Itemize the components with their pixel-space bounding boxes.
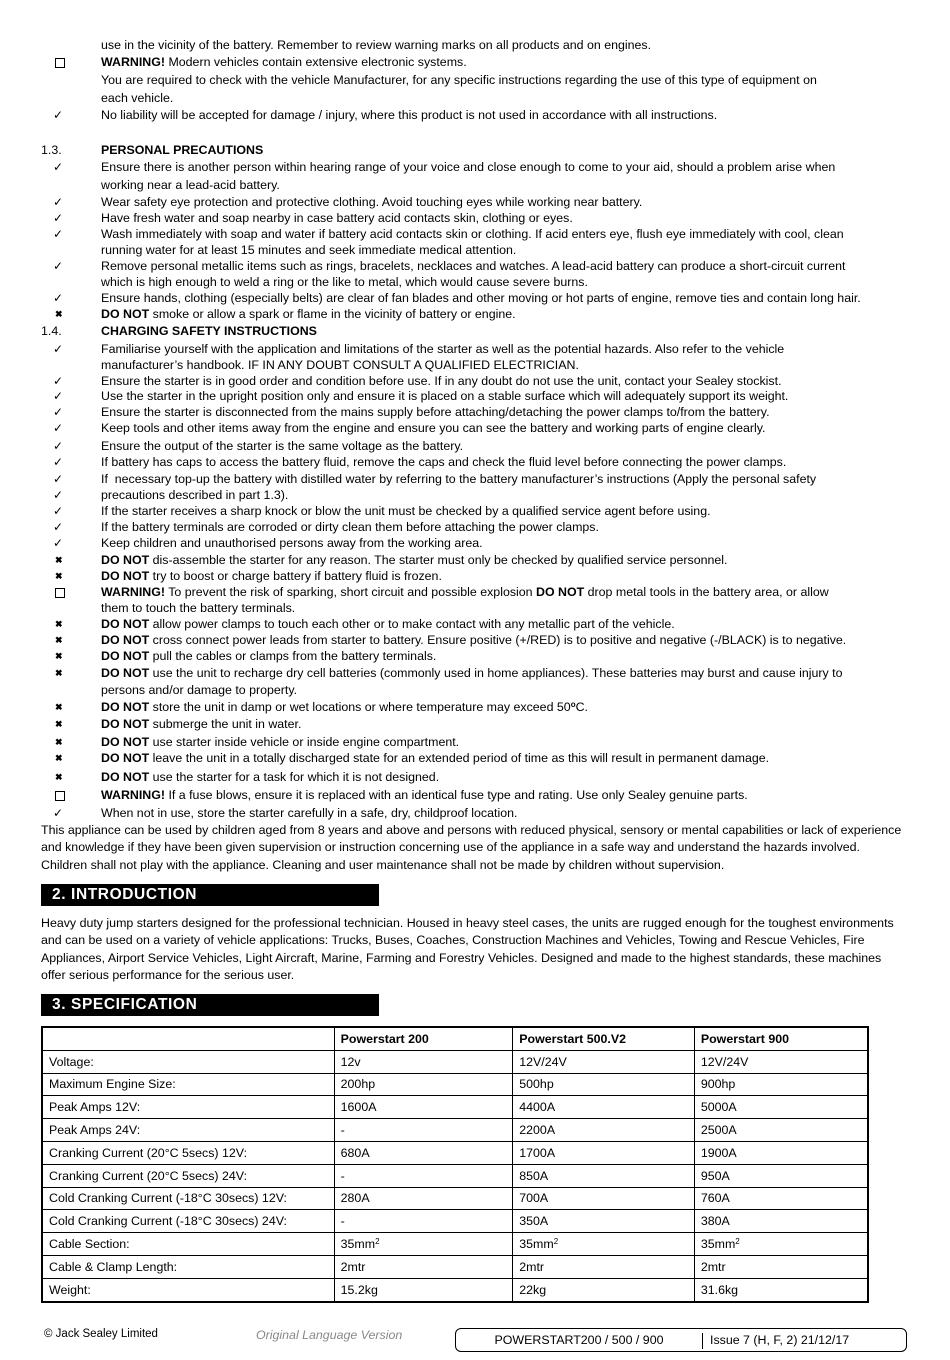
spec-value: 4400A bbox=[513, 1096, 695, 1119]
spec-value: - bbox=[334, 1210, 513, 1233]
check-icon: ✓ bbox=[53, 195, 64, 209]
instruction-text: PERSONAL PRECAUTIONS bbox=[101, 143, 264, 157]
spec-label: Maximum Engine Size: bbox=[42, 1073, 334, 1096]
instruction-text: Ensure the output of the starter is the same voltage as the battery. bbox=[101, 439, 464, 453]
instruction-text: Keep tools and other items away from the engine and ensure you can see the battery and working parts of engine clearly. bbox=[101, 421, 766, 435]
introduction-text: Heavy duty jump starters designed for the professional technician. Housed in heavy steel cases, the units are rugged enough for the toughest environments and can be used on a variety of vehicle applications: Trucks, Buses, Coaches, Construction Machines and Vehicles, Towing and Rescue Vehicles, Fire Appliances, Airport Service Vehicles, Light Aircraft, Marine, Farming and Forestry Vehicles. Designed and made to the highest standards, these machines offer serious performance for the serious user. bbox=[41, 916, 894, 983]
instruction-text: DO NOT use starter inside vehicle or inside engine compartment. bbox=[101, 735, 460, 749]
check-icon: ✓ bbox=[53, 455, 64, 469]
check-icon: ✓ bbox=[53, 227, 64, 241]
check-icon: ✓ bbox=[53, 108, 64, 122]
instruction-text: Keep children and unauthorised persons away from the working area. bbox=[101, 536, 483, 550]
cross-icon: ✖ bbox=[55, 668, 63, 678]
instruction-text: If the battery terminals are corroded or dirty clean them before attaching the power clamps. bbox=[101, 520, 599, 534]
spec-header-row bbox=[42, 1027, 868, 1050]
checkbox-icon bbox=[55, 588, 65, 598]
check-icon: ✓ bbox=[53, 488, 64, 502]
instruction-text: Have fresh water and soap nearby in case battery acid contacts skin, clothing or eyes. bbox=[101, 211, 573, 225]
spec-value: 12V/24V bbox=[694, 1050, 868, 1073]
instruction-text: Ensure the starter is in good order and condition before use. If in any doubt do not use the unit, contact your Sealey stockist. bbox=[101, 374, 782, 388]
copyright: © Jack Sealey Limited bbox=[44, 1328, 158, 1340]
spec-label: Voltage: bbox=[42, 1050, 334, 1073]
instruction-text: WARNING! If a fuse blows, ensure it is replaced with an identical fuse type and rating. Use only Sealey genuine parts. bbox=[101, 788, 748, 802]
spec-value: 950A bbox=[694, 1164, 868, 1187]
spec-value: - bbox=[334, 1119, 513, 1142]
spec-value: - bbox=[334, 1164, 513, 1187]
instruction-text: Remove personal metallic items such as rings, bracelets, necklaces and watches. A lead-acid battery can produce a short-circuit current bbox=[101, 259, 846, 273]
check-icon: ✓ bbox=[53, 211, 64, 225]
check-icon: ✓ bbox=[53, 504, 64, 518]
instruction-text: Ensure the starter is disconnected from the mains supply before attaching/detaching the power clamps to/from the battery. bbox=[101, 405, 770, 419]
instruction-text: DO NOT allow power clamps to touch each other or to make contact with any metallic part of the vehicle. bbox=[101, 617, 675, 631]
spec-value: 850A bbox=[513, 1164, 695, 1187]
spec-value: 2mtr bbox=[513, 1255, 695, 1278]
checkbox-icon bbox=[55, 791, 65, 801]
instruction-text: DO NOT try to boost or charge battery if battery fluid is frozen. bbox=[101, 569, 442, 583]
instruction-text: You are required to check with the vehicle Manufacturer, for any specific instructions regarding the use of this type of equipment on bbox=[101, 73, 817, 87]
spec-label: Peak Amps 12V: bbox=[42, 1096, 334, 1119]
spec-value: 15.2kg bbox=[334, 1278, 513, 1301]
spec-value: 380A bbox=[694, 1210, 868, 1233]
instruction-text: which is high enough to weld a ring or the like to metal, which would cause severe burns. bbox=[101, 275, 588, 289]
cross-icon: ✖ bbox=[55, 309, 63, 319]
spec-value: 900hp bbox=[694, 1073, 868, 1096]
children-notice: This appliance can be used by children aged from 8 years and above and persons with reduced physical, sensory or mental capabilities or lack of experience and knowledge if they have been given supervision or instruction concerning use of the appliance in a safe way and understand the hazards involved. Children shall not play with the appliance. Cleaning and user maintenance shall not be made by children without supervision. bbox=[41, 823, 902, 872]
spec-value: $35mm^2$ bbox=[334, 1233, 513, 1256]
spec-value: 2500A bbox=[694, 1119, 868, 1142]
check-icon: ✓ bbox=[53, 421, 64, 435]
spec-label: Weight: bbox=[42, 1278, 334, 1301]
introduction-heading: 2. INTRODUCTION bbox=[41, 884, 379, 906]
table-row bbox=[42, 1278, 868, 1301]
instruction-text: use in the vicinity of the battery. Remember to review warning marks on all products and on engines. bbox=[101, 38, 652, 52]
footer-models: POWERSTART200 / 500 / 900 bbox=[456, 1333, 703, 1349]
spec-value: 200hp bbox=[334, 1073, 513, 1096]
specification-table bbox=[41, 1026, 869, 1303]
instruction-text: DO NOT cross connect power leads from starter to battery. Ensure positive (+/RED) is to positive and negative (-/BLACK) is to negative. bbox=[101, 633, 847, 647]
instruction-text: DO NOT dis-assemble the starter for any reason. The starter must only be checked by qualified service personnel. bbox=[101, 553, 728, 567]
instruction-text: When not in use, store the starter carefully in a safe, dry, childproof location. bbox=[101, 806, 518, 820]
spec-label: Cable & Clamp Length: bbox=[42, 1255, 334, 1278]
instruction-text: Ensure hands, clothing (especially belts) are clear of fan blades and other moving or hot parts of engine, remove ties and contain long hair. bbox=[101, 291, 861, 305]
instruction-text: Familiarise yourself with the application and limitations of the starter as well as the potential hazards. Also refer to the vehicle bbox=[101, 342, 785, 356]
cross-icon: ✖ bbox=[55, 651, 63, 661]
spec-value: 2200A bbox=[513, 1119, 695, 1142]
check-icon: ✓ bbox=[53, 472, 64, 486]
table-row bbox=[42, 1187, 868, 1210]
cross-icon: ✖ bbox=[55, 555, 63, 565]
instruction-text: WARNING! Modern vehicles contain extensive electronic systems. bbox=[101, 55, 467, 69]
instruction-text: working near a lead-acid battery. bbox=[101, 178, 280, 192]
spec-value: 280A bbox=[334, 1187, 513, 1210]
spec-value: 2mtr bbox=[694, 1255, 868, 1278]
instruction-text: CHARGING SAFETY INSTRUCTIONS bbox=[101, 324, 317, 338]
instruction-text: WARNING! To prevent the risk of sparking, short circuit and possible explosion DO NOT drop metal tools in the battery area, or allow bbox=[101, 585, 829, 599]
table-row bbox=[42, 1141, 868, 1164]
instruction-text: DO NOT submerge the unit in water. bbox=[101, 717, 302, 731]
instruction-text: Wear safety eye protection and protective clothing. Avoid touching eyes while working near battery. bbox=[101, 195, 643, 209]
spec-label: Peak Amps 24V: bbox=[42, 1119, 334, 1142]
spec-value: 12v bbox=[334, 1050, 513, 1073]
check-icon: ✓ bbox=[53, 520, 64, 534]
spec-value: 31.6kg bbox=[694, 1278, 868, 1301]
check-icon: ✓ bbox=[53, 439, 64, 453]
spec-label: Cold Cranking Current (-18°C 30secs) 12V: bbox=[42, 1187, 334, 1210]
instruction-text: Use the starter in the upright position only and ensure it is placed on a stable surface which will adequately support its weight. bbox=[101, 389, 789, 403]
spec-value: 500hp bbox=[513, 1073, 695, 1096]
check-icon: ✓ bbox=[53, 405, 64, 419]
table-row bbox=[42, 1119, 868, 1142]
check-icon: ✓ bbox=[53, 160, 64, 174]
spec-value: $35mm^2$ bbox=[513, 1233, 695, 1256]
spec-value: 350A bbox=[513, 1210, 695, 1233]
instruction-text: precautions described in part 1.3). bbox=[101, 488, 289, 502]
table-row bbox=[42, 1096, 868, 1119]
section-number: 1.3. bbox=[41, 143, 62, 157]
spec-column-header: Powerstart 200 bbox=[334, 1027, 513, 1050]
instruction-text: DO NOT use the starter for a task for which it is not designed. bbox=[101, 770, 440, 784]
footer-issue: Issue 7 (H, F, 2) 21/12/17 bbox=[710, 1333, 850, 1347]
spec-value: 12V/24V bbox=[513, 1050, 695, 1073]
cross-icon: ✖ bbox=[55, 719, 63, 729]
instruction-text: If battery has caps to access the battery fluid, remove the caps and check the fluid level before connecting the power clamps. bbox=[101, 455, 787, 469]
cross-icon: ✖ bbox=[55, 619, 63, 629]
instruction-text: No liability will be accepted for damage / injury, where this product is not used in accordance with all instructions. bbox=[101, 108, 718, 122]
spec-label: Cranking Current (20°C 5secs) 12V: bbox=[42, 1141, 334, 1164]
table-row bbox=[42, 1233, 868, 1256]
instruction-text: Wash immediately with soap and water if battery acid contacts skin or clothing. If acid enters eye, flush eye immediately with cool, clean bbox=[101, 227, 844, 241]
spec-column-header: Powerstart 900 bbox=[694, 1027, 868, 1050]
spec-value: 1700A bbox=[513, 1141, 695, 1164]
check-icon: ✓ bbox=[53, 291, 64, 305]
section-number: 1.4. bbox=[41, 324, 62, 338]
cross-icon: ✖ bbox=[55, 571, 63, 581]
instruction-text: them to touch the battery terminals. bbox=[101, 601, 296, 615]
check-icon: ✓ bbox=[53, 536, 64, 550]
spec-column-header bbox=[42, 1027, 334, 1050]
table-row bbox=[42, 1164, 868, 1187]
instruction-text: If the starter receives a sharp knock or blow the unit must be checked by a qualified service agent before using. bbox=[101, 504, 711, 518]
check-icon: ✓ bbox=[53, 259, 64, 273]
table-row bbox=[42, 1210, 868, 1233]
spec-value: 760A bbox=[694, 1187, 868, 1210]
cross-icon: ✖ bbox=[55, 753, 63, 763]
table-row bbox=[42, 1073, 868, 1096]
instruction-text: DO NOT smoke or allow a spark or flame in the vicinity of battery or engine. bbox=[101, 307, 516, 321]
check-icon: ✓ bbox=[53, 342, 64, 356]
instruction-text: each vehicle. bbox=[101, 91, 174, 105]
cross-icon: ✖ bbox=[55, 635, 63, 645]
spec-value: 5000A bbox=[694, 1096, 868, 1119]
spec-column-header: Powerstart 500.V2 bbox=[513, 1027, 695, 1050]
instruction-text: persons and/or damage to property. bbox=[101, 683, 298, 697]
spec-label: Cold Cranking Current (-18°C 30secs) 24V: bbox=[42, 1210, 334, 1233]
instruction-text: DO NOT store the unit in damp or wet locations or where temperature may exceed 50$^o$C. bbox=[101, 700, 588, 714]
spec-value: 2mtr bbox=[334, 1255, 513, 1278]
spec-value: 1600A bbox=[334, 1096, 513, 1119]
table-row bbox=[42, 1255, 868, 1278]
cross-icon: ✖ bbox=[55, 702, 63, 712]
table-row bbox=[42, 1050, 868, 1073]
check-icon: ✓ bbox=[53, 806, 64, 820]
spec-label: Cable Section: bbox=[42, 1233, 334, 1256]
cross-icon: ✖ bbox=[55, 772, 63, 782]
checkbox-icon bbox=[55, 58, 65, 68]
instruction-text: DO NOT use the unit to recharge dry cell batteries (commonly used in home appliances). These batteries may burst and cause injury to bbox=[101, 666, 843, 680]
instruction-text: If necessary top-up the battery with distilled water by referring to the battery manufacturer’s instructions (Apply the personal safety bbox=[101, 472, 817, 486]
spec-value: 1900A bbox=[694, 1141, 868, 1164]
footer-model-box bbox=[455, 1328, 907, 1352]
language-note: Original Language Version bbox=[256, 1328, 403, 1342]
check-icon: ✓ bbox=[53, 374, 64, 388]
instruction-text: running water for at least 15 minutes and seek immediate medical attention. bbox=[101, 243, 517, 257]
instruction-text: DO NOT leave the unit in a totally discharged state for an extended period of time as this will result in permanent damage. bbox=[101, 751, 770, 765]
spec-value: $35mm^2$ bbox=[694, 1233, 868, 1256]
check-icon: ✓ bbox=[53, 389, 64, 403]
instruction-text: manufacturer’s handbook. IF IN ANY DOUBT CONSULT A QUALIFIED ELECTRICIAN. bbox=[101, 358, 579, 372]
spec-label: Cranking Current (20°C 5secs) 24V: bbox=[42, 1164, 334, 1187]
spec-value: 700A bbox=[513, 1187, 695, 1210]
spec-value: 22kg bbox=[513, 1278, 695, 1301]
instruction-text: DO NOT pull the cables or clamps from the battery terminals. bbox=[101, 649, 437, 663]
cross-icon: ✖ bbox=[55, 737, 63, 747]
specification-heading: 3. SPECIFICATION bbox=[41, 994, 379, 1016]
instruction-text: Ensure there is another person within hearing range of your voice and close enough to come to your aid, should a problem arise when bbox=[101, 160, 836, 174]
spec-value: 680A bbox=[334, 1141, 513, 1164]
